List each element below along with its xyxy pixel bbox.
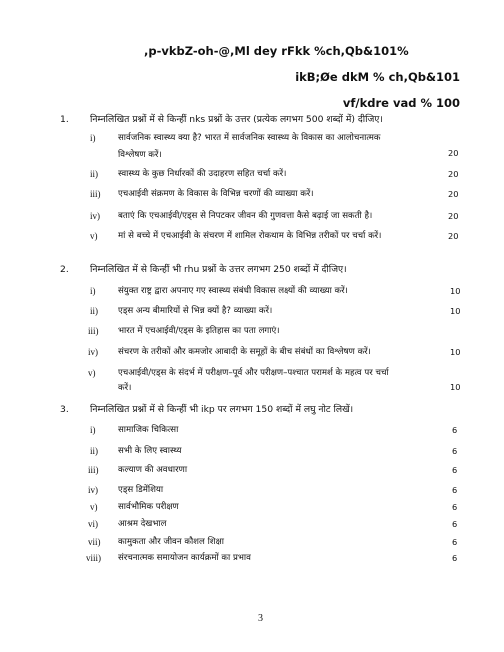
section-instruction: निम्नलिखित में से किन्हीं भी rhu प्रश्नों के उत्तर लगभग 250 शब्दों में दीजिए। xyxy=(90,264,347,275)
section-number: 2. xyxy=(60,264,69,275)
course-title: ikB;Øe dkM % ch,Qb&101 xyxy=(295,70,460,84)
item-numeral: vi) xyxy=(88,519,98,529)
item-numeral: ii) xyxy=(90,306,98,316)
item-text: संयुक्त राष्ट्र द्वारा अपनाए गए स्वास्थ्य संबंधी विकास लक्ष्यों की व्याख्या करें। xyxy=(118,286,348,296)
section-instruction: निम्नलिखित प्रश्नों में से किन्हीं nks प्रश्नों के उत्तर (प्रत्येक लगभग 500 शब्दों में) दीजिए। xyxy=(90,114,383,125)
item-text-continued: विश्लेषण करें। xyxy=(118,150,162,160)
item-text: सभी के लिए स्वास्थ्य xyxy=(118,446,182,456)
page-number: 3 xyxy=(258,613,263,624)
item-numeral: v) xyxy=(88,368,96,378)
item-text: बताएं कि एचआईवी/एड्स से निपटकर जीवन की गुणवत्ता कैसे बढ़ाई जा सकती है। xyxy=(118,211,373,221)
item-numeral: i) xyxy=(90,425,96,435)
item-text: संरचनात्मक समायोजन कार्यक्रमों का प्रभाव xyxy=(118,553,251,563)
item-text: संचरण के तरीकों और कमजोर आबादी के समूहों के बीच संबंधों का विश्लेषण करें। xyxy=(118,347,371,357)
item-text: कल्याण की अवधारणा xyxy=(118,465,188,475)
section-number: 3. xyxy=(60,404,69,415)
item-text: सार्वभौमिक परीक्षण xyxy=(118,502,179,512)
item-numeral: i) xyxy=(90,286,96,296)
item-marks: 20 xyxy=(448,231,459,241)
item-marks: 20 xyxy=(448,169,459,179)
item-numeral: iii) xyxy=(88,465,99,475)
item-marks: 10 xyxy=(450,306,461,316)
item-text: एड्स अन्य बीमारियों से भिन्न क्यों है? व्याख्या करें। xyxy=(118,306,273,316)
item-numeral: ii) xyxy=(90,169,98,179)
item-numeral: iii) xyxy=(88,326,99,336)
max-marks: vf/kdre vad % 100 xyxy=(342,96,460,110)
item-marks: 6 xyxy=(452,553,458,563)
item-numeral: iv) xyxy=(88,485,98,495)
item-marks: 10 xyxy=(450,382,461,392)
item-text-continued: करें। xyxy=(118,383,132,393)
item-text: सार्वजनिक स्वास्थ्य क्या है? भारत में सार्वजनिक स्वास्थ्य के विकास का आलोचनात्मक xyxy=(118,133,381,143)
item-marks: 6 xyxy=(452,502,458,512)
item-marks: 6 xyxy=(452,537,458,547)
item-numeral: v) xyxy=(90,502,98,512)
item-marks: 10 xyxy=(450,286,461,296)
item-marks: 10 xyxy=(450,347,461,357)
item-text: भारत में एचआईवी/एड्स के इतिहास का पता लगाएं। xyxy=(118,326,280,336)
item-marks: 6 xyxy=(452,465,458,475)
item-numeral: ii) xyxy=(90,446,98,456)
item-marks: 20 xyxy=(448,148,459,158)
item-text: स्वास्थ्य के कुछ निर्धारकों की उदाहरण सहित चर्चा करें। xyxy=(118,169,287,179)
course-code-heading: ,p-vkbZ-oh-@,Ml dey rFkk %ch,Qb&101% xyxy=(144,44,409,58)
item-marks: 6 xyxy=(452,425,458,435)
section-number: 1. xyxy=(60,114,69,125)
item-text: एचआईवी/एड्स के संदर्भ में परीक्षण–पूर्व और परीक्षण–पश्चात परामर्श के महत्व पर चर्चा xyxy=(118,368,389,378)
item-marks: 6 xyxy=(452,485,458,495)
item-text: आश्रम देखभाल xyxy=(118,519,167,529)
item-text: कामुकता और जीवन कौशल शिक्षा xyxy=(118,537,225,547)
item-numeral: viii) xyxy=(86,553,101,563)
item-numeral: iv) xyxy=(90,211,100,221)
section-instruction: निम्नलिखित प्रश्नों में से किन्हीं भी ikp पर लगभग 150 शब्दों में लघु नोट लिखें। xyxy=(90,404,354,415)
item-marks: 20 xyxy=(448,189,459,199)
item-numeral: i) xyxy=(90,133,96,143)
item-text: सामाजिक चिकित्सा xyxy=(118,425,179,435)
item-text: एड्स डिमेंशिया xyxy=(118,485,164,495)
item-numeral: iv) xyxy=(88,347,98,357)
item-marks: 6 xyxy=(452,519,458,529)
item-numeral: vii) xyxy=(88,537,101,547)
item-numeral: iii) xyxy=(90,189,101,199)
item-marks: 20 xyxy=(448,211,459,221)
item-numeral: v) xyxy=(90,231,98,241)
item-marks: 6 xyxy=(452,446,458,456)
item-text: मां से बच्चे में एचआईवी के संचरण में शामिल रोकथाम के विभिन्न तरीकों पर चर्चा करें। xyxy=(118,231,382,241)
item-text: एचआईवी संक्रमण के विकास के विभिन्न चरणों की व्याख्या करें। xyxy=(118,189,314,199)
